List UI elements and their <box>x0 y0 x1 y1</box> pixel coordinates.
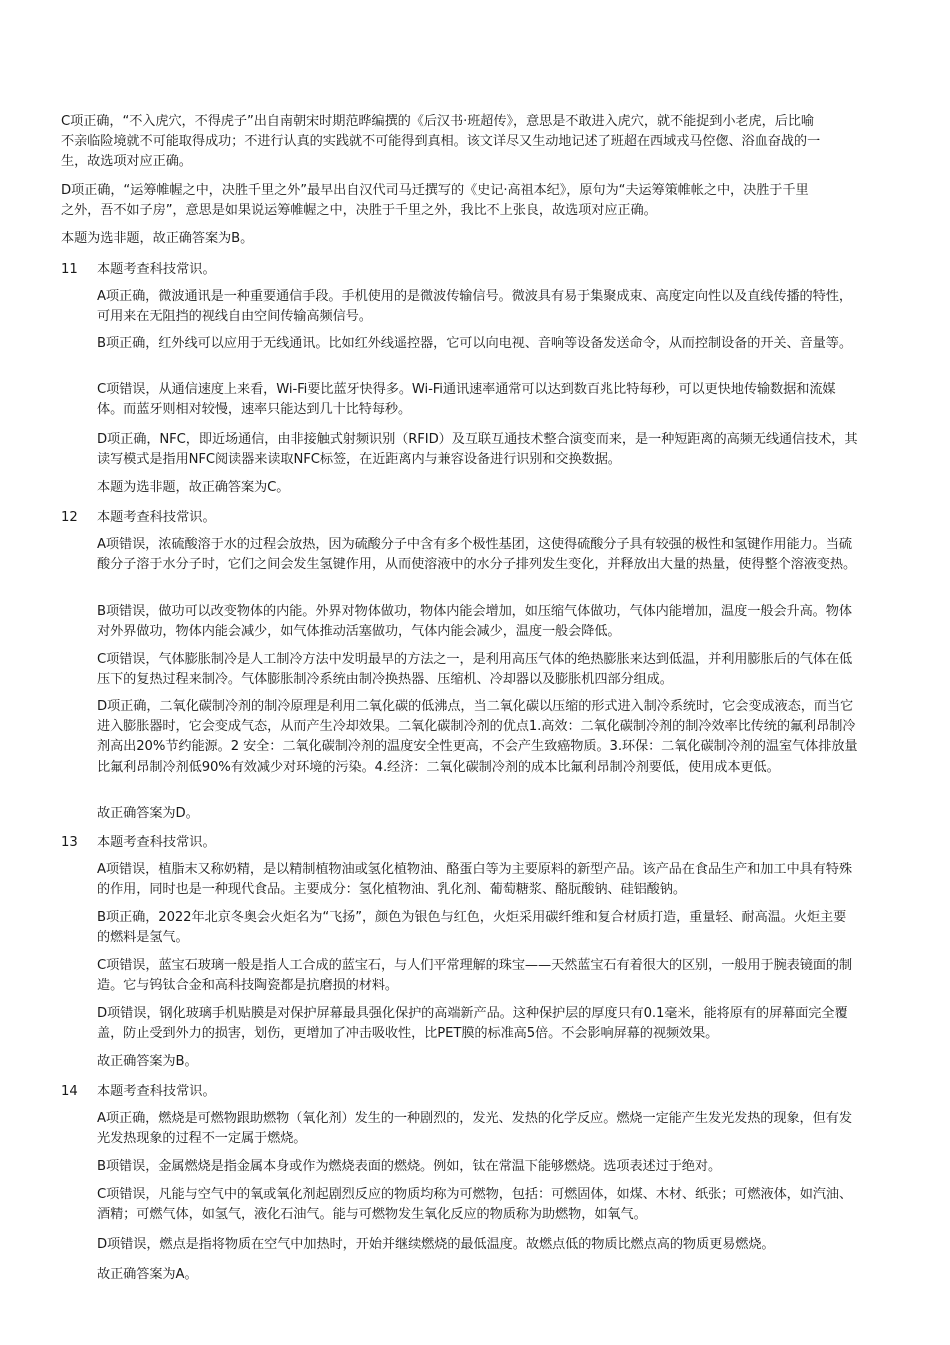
q14-option-d: D项错误，燃点是指将物质在空气中加热时，开始并继续燃烧的最低温度。故燃点低的物质比燃点高的物质更易燃烧。 <box>97 1237 775 1252</box>
question-number-12: 12 <box>61 510 78 525</box>
q13-option-a: A项错误，植脂末又称奶精，是以精制植物油或氢化植物油、酪蛋白等为主要原料的新型产品。该产品在食品生产和加工中具有特殊的作用，同时也是一种现代食品。主要成分：氢化植物油、乳化剂、葡萄糖浆、酪朊酸钠、硅铝酸钠。 <box>97 862 852 898</box>
q12-option-a: A项错误，浓硫酸溶于水的过程会放热，因为硫酸分子中含有多个极性基团，这使得硫酸分子具有较强的极性和氢键作用能力。当硫酸分子溶于水分子时，它们之间会发生氢键作用，从而使溶液中的水分子排列发生变化，并释放出大量的热量，使得整个溶液变热。 <box>97 537 857 573</box>
question-13-topic: 本题考查科技常识。 <box>97 835 216 850</box>
q14-option-b: B项错误，金属燃烧是指金属本身或作为燃烧表面的燃烧。例如，钛在常温下能够燃烧。选项表述过于绝对。 <box>97 1159 722 1174</box>
q11-answer: 本题为选非题，故正确答案为C。 <box>97 480 290 495</box>
q14-option-a: A项正确，燃烧是可燃物跟助燃物（氧化剂）发生的一种剧烈的，发光、发热的化学反应。燃烧一定能产生发光发热的现象，但有发光发热现象的过程不一定属于燃烧。 <box>97 1111 852 1147</box>
q11-option-a: A项正确，微波通讯是一种重要通信手段。手机使用的是微波传输信号。微波具有易于集聚成束、高度定向性以及直线传播的特性，可用来在无阻挡的视线自由空间传输高频信号。 <box>97 289 852 325</box>
q11-option-c: C项错误，从通信速度上来看，Wi-Fi要比蓝牙快得多。Wi-Fi通讯速率通常可以达到数百兆比特每秒，可以更快地传输数据和流媒体。而蓝牙则相对较慢，速率只能达到几十比特每秒。 <box>97 382 836 418</box>
question-14-topic: 本题考查科技常识。 <box>97 1084 216 1099</box>
question-number-14: 14 <box>61 1084 78 1099</box>
intro-answer: 本题为选非题，故正确答案为B。 <box>61 231 254 246</box>
q13-answer: 故正确答案为B。 <box>97 1054 198 1069</box>
q11-option-d: D项正确，NFC，即近场通信，由非接触式射频识别（RFID）及互联互通技术整合演变而来，是一种短距离的高频无线通信技术，其读写模式是指用NFC阅读器来读取NFC标签，在近距离内与兼容设备进行识别和交换数据。 <box>97 432 858 468</box>
question-number-11: 11 <box>61 262 78 277</box>
q11-option-b: B项正确，红外线可以应用于无线通讯。比如红外线遥控器，它可以向电视、音响等设备发送命令，从而控制设备的开关、音量等。 <box>97 336 852 351</box>
intro-option-d: D项正确，“运筹帷幄之中，决胜千里之外”最早出自汉代司马迁撰写的《史记·高祖本纪》，原句为“夫运筹策帷帐之中，决胜于千里之外，吾不如子房”，意思是如果说运筹帷幄之中，决胜于千里之外，我比不上张良，故选项对应正确。 <box>61 183 809 219</box>
q13-option-c: C项错误，蓝宝石玻璃一般是指人工合成的蓝宝石，与人们平常理解的珠宝——天然蓝宝石有着很大的区别，一般用于腕表镜面的制造。它与钨钛合金和高科技陶瓷都是抗磨损的材料。 <box>97 958 853 994</box>
q12-option-d: D项正确，二氧化碳制冷剂的制冷原理是利用二氧化碳的低沸点，当二氧化碳以压缩的形式进入制冷系统时，它会变成液态，而当它进入膨胀器时，它会变成气态，从而产生冷却效果。二氧化碳制冷剂的优点1.高效：二氧化碳制冷剂的制冷效率比传统的氟利昂制冷剂高出20%节约能源。2 安全：二氧化碳制冷剂的温度安全性更高，不会产生致癌物质。3.环保：二氧化碳制冷剂的温室气体排放量比氟利昂制冷剂低90%有效减少对环境的污染。4.经济：二氧化碳制冷剂的成本比氟利昂制冷剂要低，使用成本更低。 <box>97 699 858 775</box>
question-number-13: 13 <box>61 835 78 850</box>
q12-answer: 故正确答案为D。 <box>97 806 199 821</box>
q12-option-c: C项错误，气体膨胀制冷是人工制冷方法中发明最早的方法之一，是利用高压气体的绝热膨胀来达到低温，并利用膨胀后的气体在低压下的复热过程来制冷。气体膨胀制冷系统由制冷换热器、压缩机、冷却器以及膨胀机四部分组成。 <box>97 652 853 688</box>
q13-option-d: D项错误，钢化玻璃手机贴膜是对保护屏幕最具强化保护的高端新产品。这种保护层的厚度只有0.1毫米，能将原有的屏幕面完全覆盖，防止受到外力的损害，划伤，更增加了冲击吸收性，比PET膜的标准高5倍。不会影响屏幕的视频效果。 <box>97 1006 848 1042</box>
question-11-topic: 本题考查科技常识。 <box>97 262 216 277</box>
q14-answer: 故正确答案为A。 <box>97 1267 198 1282</box>
intro-option-c: C项正确，“不入虎穴，不得虎子”出自南朝宋时期范晔编撰的《后汉书·班超传》，意思是不敢进入虎穴，就不能捉到小老虎，后比喻不亲临险境就不可能取得成功；不进行认真的实践就不可能得到真相。该文详尽又生动地记述了班超在西域戎马倥偬、浴血奋战的一生，故选项对应正确。 <box>61 114 821 170</box>
q12-option-b: B项错误，做功可以改变物体的内能。外界对物体做功，物体内能会增加，如压缩气体做功，气体内能增加，温度一般会升高。物体对外界做功，物体内能会减少，如气体推动活塞做功，气体内能会减少，温度一般会降低。 <box>97 604 852 640</box>
q14-option-c: C项错误，凡能与空气中的氧或氧化剂起剧烈反应的物质均称为可燃物，包括：可燃固体，如煤、木材、纸张；可燃液体，如汽油、酒精；可燃气体，如氢气，液化石油气。能与可燃物发生氧化反应的物质称为助燃物，如氧气。 <box>97 1187 853 1223</box>
q13-option-b: B项正确，2022年北京冬奥会火炬名为“飞扬”，颜色为银色与红色，火炬采用碳纤维和复合材质打造，重量轻、耐高温。火炬主要的燃料是氢气。 <box>97 910 847 946</box>
question-12-topic: 本题考查科技常识。 <box>97 510 216 525</box>
